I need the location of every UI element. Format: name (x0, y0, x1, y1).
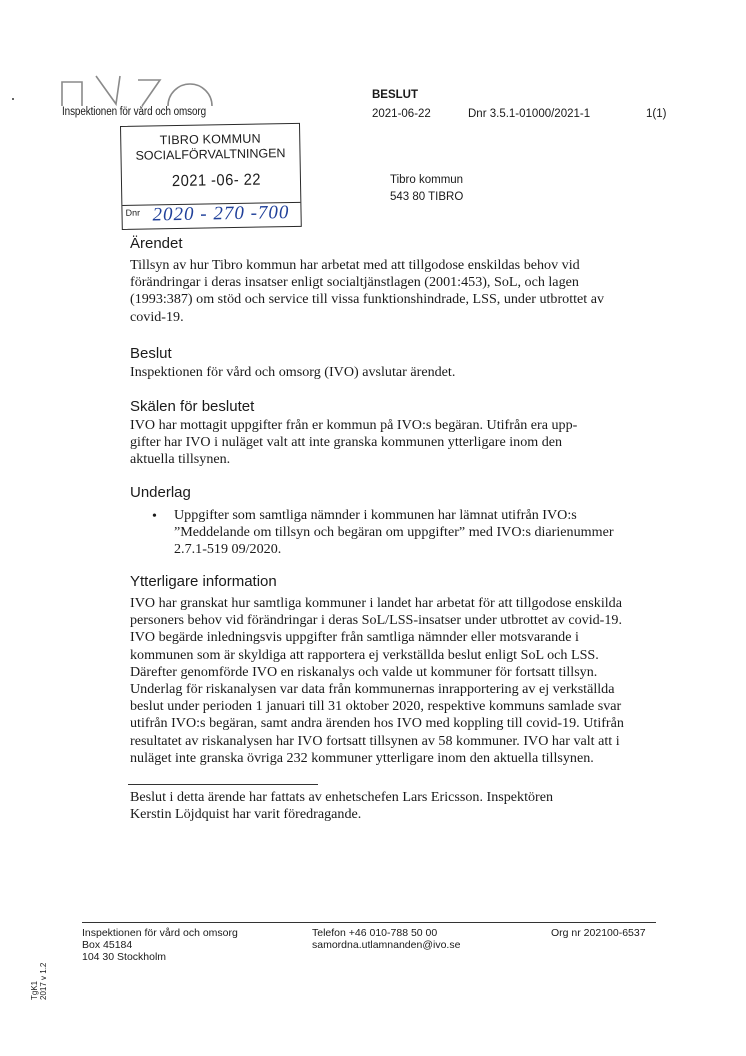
form-code-id: TgK1 (30, 980, 39, 1000)
section-text-skalen: IVO har mottagit uppgifter från er kommun på IVO:s begäran. Utifrån era upp- gifter har IVO i nuläget valt att inte granska kommunen ytterligare inom den aktuella tillsynen. (130, 417, 578, 468)
footer-divider (82, 922, 656, 923)
signature-divider (128, 784, 318, 785)
document-dnr: Dnr 3.5.1-01000/2021-1 (468, 108, 591, 120)
scan-speck (12, 98, 14, 100)
footer-city: 104 30 Stockholm (82, 951, 167, 963)
logo-org-name: Inspektionen för vård och omsorg (62, 106, 207, 118)
section-text-arendet: Tillsyn av hur Tibro kommun har arbetat med att tillgodose enskildas behov vid förändringar i deras insatser enligt socialtjänstlagen (2001:453), SoL, och lagen (1993:387) om stöd och service till vissa funktionshindrade, LSS, under utbrottet av covid-19. (130, 257, 605, 325)
recipient-name: Tibro kommun (390, 174, 464, 186)
footer-email: samordna.utlamnanden@ivo.se (312, 939, 461, 951)
stamp-dnr-label: Dnr (125, 207, 141, 218)
section-heading-arendet: Ärendet (130, 235, 183, 252)
footer-org-nr: Org nr 202100-6537 (551, 927, 646, 939)
section-text-ytterligare: IVO har granskat hur samtliga kommuner i landet har arbetat för att tillgodose enskilda personers behov vid förändringar i deras SoL/LSS-insatser under utbrottet av covid-19. IVO begärde inledningsvis uppgifter från samtliga nämnder eller motsvarande i kommunen som är skyldiga att rapportera ej verkställda beslut enligt SoL och LSS. Därefter genomförde IVO en riskanalys och valde ut kommuner för fortsatt tillsyn. Underlag för riskanalysen var data från kommunernas inrapportering av ej verkställda beslut under perioden 1 januari till 31 oktober 2020, respektive kommuns samlade svar utifrån IVO:s begäran, samt andra ärenden hos IVO med koppling till covid-19. Utifrån resultatet av riskanalysen har IVO fortsatt tillsynen av 58 kommuner. IVO har valt att i nuläget inte granska övriga 232 kommuner ytterligare inom den aktuella tillsynen. (130, 595, 624, 766)
section-heading-ytterligare: Ytterligare information (130, 573, 277, 590)
stamp-date: 2021 -06- 22 (171, 171, 262, 191)
signature-note: Beslut i detta ärende har fattats av enhetschefen Lars Ericsson. Inspektören Kerstin Löjdquist har varit föredragande. (130, 789, 554, 823)
stamp-department: SOCIALFÖRVALTNINGEN (135, 146, 286, 163)
form-code (30, 963, 48, 1000)
section-bullet-underlag: Uppgifter som samtliga nämnder i kommunen har lämnat utifrån IVO:s ”Meddelande om tillsyn och begäran om uppgifter” med IVO:s diarienummer 2.7.1-519 09/2020. (174, 507, 614, 558)
ivo-logo-icon (60, 72, 220, 108)
recipient-block (390, 172, 463, 206)
section-text-beslut: Inspektionen för vård och omsorg (IVO) avslutar ärendet. (130, 364, 456, 380)
page-number: 1(1) (646, 108, 667, 120)
received-stamp (120, 123, 302, 230)
footer-phone: Telefon +46 010-788 50 00 (312, 927, 438, 939)
footer-address (82, 927, 238, 963)
document-type: BESLUT (372, 89, 418, 101)
section-heading-beslut: Beslut (130, 345, 172, 362)
footer-box: Box 45184 (82, 939, 133, 951)
recipient-address: 543 80 TIBRO (390, 191, 464, 203)
section-heading-underlag: Underlag (130, 484, 191, 501)
footer-contact (312, 927, 460, 951)
footer-org-name: Inspektionen för vård och omsorg (82, 927, 238, 939)
stamp-municipality: TIBRO KOMMUN (159, 131, 261, 148)
form-code-version: 2017 v 1.2 (39, 962, 48, 1000)
section-heading-skalen: Skälen för beslutet (130, 398, 255, 415)
document-date: 2021-06-22 (372, 108, 431, 120)
stamp-handwritten-dnr: 2020 - 270 -700 (152, 202, 290, 226)
bullet-marker: • (152, 509, 157, 524)
